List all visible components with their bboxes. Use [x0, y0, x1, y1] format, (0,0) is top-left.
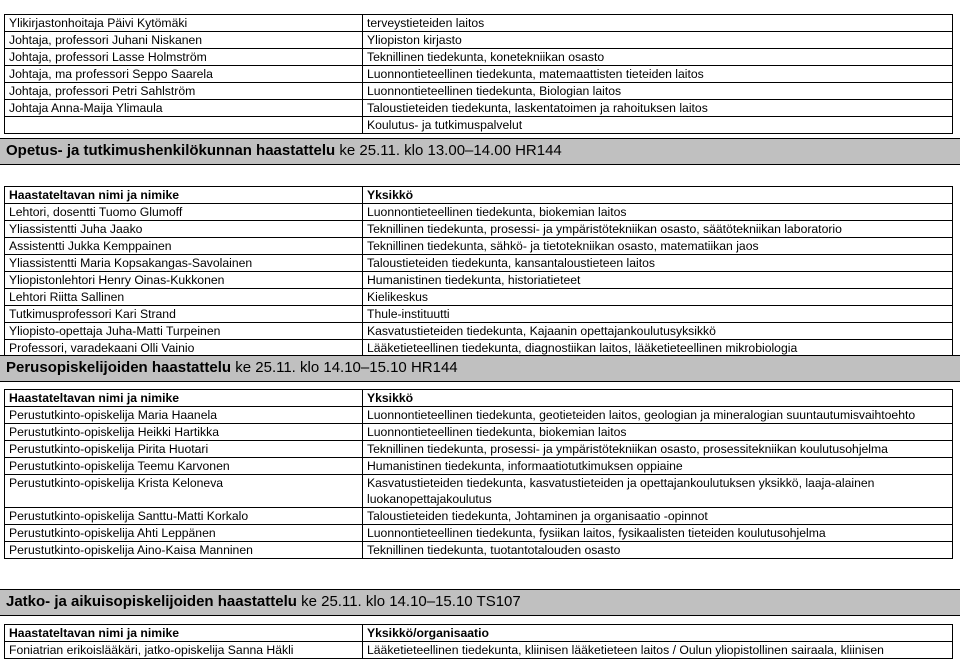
unit-name: Kasvatustieteiden tiedekunta, kasvatustieteiden ja opettajankoulutuksen yksikkö, laaja-alainen luokanopettajakoulutus — [363, 475, 953, 508]
section-title: Opetus- ja tutkimushenkilökunnan haastattelu — [6, 142, 336, 159]
person-name: Lehtori, dosentti Tuomo Glumoff — [5, 204, 363, 221]
students-table — [4, 389, 953, 559]
teaching-staff-table — [4, 186, 953, 357]
table-row — [5, 407, 953, 424]
person-name: Johtaja Anna-Maija Ylimaula — [5, 100, 363, 117]
unit-name: Yliopiston kirjasto — [363, 32, 953, 49]
table-header-row — [5, 390, 953, 407]
header-person: Haastateltavan nimi ja nimike — [5, 390, 363, 407]
unit-name: Luonnontieteellinen tiedekunta, geotieteiden laitos, geologian ja mineralogian suuntautumisvaihtoehto — [363, 407, 953, 424]
header-unit: Yksikkö/organisaatio — [363, 625, 953, 642]
person-name: Yliassistentti Maria Kopsakangas-Savolainen — [5, 255, 363, 272]
table-row — [5, 15, 953, 32]
section-title: Jatko- ja aikuisopiskelijoiden haastattelu — [6, 593, 297, 610]
unit-name: Kasvatustieteiden tiedekunta, Kajaanin opettajankoulutusyksikkö — [363, 323, 953, 340]
header-unit: Yksikkö — [363, 390, 953, 407]
person-name: Johtaja, professori Lasse Holmström — [5, 49, 363, 66]
table-row — [5, 306, 953, 323]
table-row — [5, 204, 953, 221]
unit-name: Luonnontieteellinen tiedekunta, biokemian laitos — [363, 424, 953, 441]
table-row — [5, 221, 953, 238]
table-row — [5, 441, 953, 458]
unit-name: Humanistinen tiedekunta, historiatieteet — [363, 272, 953, 289]
unit-name: Humanistinen tiedekunta, informaatiotutkimuksen oppiaine — [363, 458, 953, 475]
person-name: Foniatrian erikoislääkäri, jatko-opiskelija Sanna Häkli — [5, 642, 363, 659]
person-name: Perustutkinto-opiskelija Krista Keloneva — [5, 475, 363, 508]
table-row — [5, 525, 953, 542]
table-row — [5, 49, 953, 66]
person-name: Perustutkinto-opiskelija Pirita Huotari — [5, 441, 363, 458]
table-header-row — [5, 187, 953, 204]
table-row — [5, 642, 953, 659]
header-person: Haastateltavan nimi ja nimike — [5, 187, 363, 204]
unit-name: Lääketieteellinen tiedekunta, diagnostiikan laitos, lääketieteellinen mikrobiologia — [363, 340, 953, 357]
section-heading-teaching-staff — [0, 138, 960, 165]
unit-name: Thule-instituutti — [363, 306, 953, 323]
table-row — [5, 66, 953, 83]
person-name: Ylikirjastonhoitaja Päivi Kytömäki — [5, 15, 363, 32]
table-row — [5, 323, 953, 340]
table-row — [5, 424, 953, 441]
header-person: Haastateltavan nimi ja nimike — [5, 625, 363, 642]
table-row — [5, 475, 953, 508]
table-row — [5, 83, 953, 100]
person-name: Professori, varadekaani Olli Vainio — [5, 340, 363, 357]
person-name: Perustutkinto-opiskelija Ahti Leppänen — [5, 525, 363, 542]
person-name — [5, 117, 363, 134]
section-heading-postgraduates — [0, 589, 960, 616]
section-time: ke 25.11. klo 13.00–14.00 HR144 — [335, 142, 562, 159]
header-unit: Yksikkö — [363, 187, 953, 204]
person-name: Johtaja, ma professori Seppo Saarela — [5, 66, 363, 83]
unit-name: Luonnontieteellinen tiedekunta, Biologian laitos — [363, 83, 953, 100]
staff-table-top — [4, 14, 953, 134]
section-title: Perusopiskelijoiden haastattelu — [6, 359, 232, 376]
unit-name: Taloustieteiden tiedekunta, kansantaloustieteen laitos — [363, 255, 953, 272]
unit-name: Koulutus- ja tutkimuspalvelut — [363, 117, 953, 134]
section-time: ke 25.11. klo 14.10–15.10 HR144 — [231, 359, 458, 376]
person-name: Perustutkinto-opiskelija Heikki Hartikka — [5, 424, 363, 441]
unit-name: Luonnontieteellinen tiedekunta, biokemian laitos — [363, 204, 953, 221]
table-row — [5, 458, 953, 475]
unit-name: Taloustieteiden tiedekunta, laskentatoimen ja rahoituksen laitos — [363, 100, 953, 117]
person-name: Perustutkinto-opiskelija Teemu Karvonen — [5, 458, 363, 475]
table-row — [5, 272, 953, 289]
postgraduates-table — [4, 624, 953, 659]
unit-name: Luonnontieteellinen tiedekunta, matemaattisten tieteiden laitos — [363, 66, 953, 83]
table-row — [5, 255, 953, 272]
table-row — [5, 100, 953, 117]
unit-name: terveystieteiden laitos — [363, 15, 953, 32]
table-row — [5, 340, 953, 357]
unit-name: Lääketieteellinen tiedekunta, kliinisen lääketieteen laitos / Oulun yliopistollinen sairaala, kliinisen — [363, 642, 953, 659]
unit-name: Teknillinen tiedekunta, prosessi- ja ympäristötekniikan osasto, prosessitekniikan koulutusohjelma — [363, 441, 953, 458]
unit-name: Kielikeskus — [363, 289, 953, 306]
table-row — [5, 542, 953, 559]
table-row — [5, 238, 953, 255]
person-name: Yliassistentti Juha Jaako — [5, 221, 363, 238]
person-name: Perustutkinto-opiskelija Maria Haanela — [5, 407, 363, 424]
person-name: Assistentti Jukka Kemppainen — [5, 238, 363, 255]
table-row — [5, 289, 953, 306]
unit-name: Taloustieteiden tiedekunta, Johtaminen ja organisaatio -opinnot — [363, 508, 953, 525]
unit-name: Teknillinen tiedekunta, prosessi- ja ympäristötekniikan osasto, säätötekniikan laboratorio — [363, 221, 953, 238]
person-name: Perustutkinto-opiskelija Santtu-Matti Korkalo — [5, 508, 363, 525]
section-time: ke 25.11. klo 14.10–15.10 TS107 — [296, 593, 521, 610]
person-name: Yliopisto-opettaja Juha-Matti Turpeinen — [5, 323, 363, 340]
person-name: Johtaja, professori Petri Sahlström — [5, 83, 363, 100]
person-name: Tutkimusprofessori Kari Strand — [5, 306, 363, 323]
unit-name: Teknillinen tiedekunta, tuotantotalouden osasto — [363, 542, 953, 559]
unit-name: Teknillinen tiedekunta, sähkö- ja tietotekniikan osasto, matematiikan jaos — [363, 238, 953, 255]
unit-name: Luonnontieteellinen tiedekunta, fysiikan laitos, fysikaalisten tieteiden koulutusohjelma — [363, 525, 953, 542]
table-header-row — [5, 625, 953, 642]
person-name: Lehtori Riitta Sallinen — [5, 289, 363, 306]
unit-name: Teknillinen tiedekunta, konetekniikan osasto — [363, 49, 953, 66]
table-row — [5, 508, 953, 525]
section-heading-students — [0, 355, 960, 382]
person-name: Johtaja, professori Juhani Niskanen — [5, 32, 363, 49]
table-row — [5, 117, 953, 134]
person-name: Yliopistonlehtori Henry Oinas-Kukkonen — [5, 272, 363, 289]
table-row — [5, 32, 953, 49]
person-name: Perustutkinto-opiskelija Aino-Kaisa Manninen — [5, 542, 363, 559]
